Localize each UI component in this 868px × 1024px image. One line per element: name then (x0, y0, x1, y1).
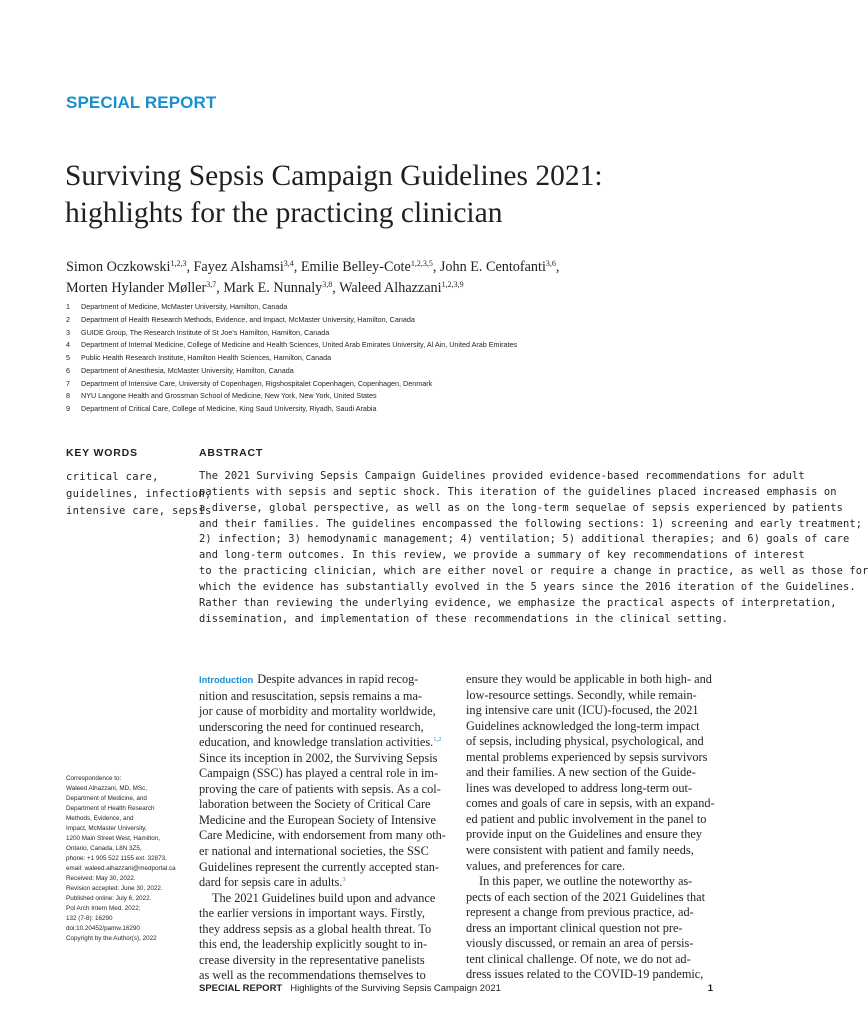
body-line: pects of each section of the 2021 Guidelines that (466, 889, 706, 904)
author-name: , Emilie Belley-Cote (293, 259, 411, 275)
correspondence-line: Copyright by the Author(s), 2022 (66, 935, 157, 942)
body-line (199, 672, 445, 689)
article-title (65, 158, 705, 232)
body-line: nition and resuscitation, sepsis remains a ma- (199, 688, 423, 703)
author-list (66, 257, 706, 299)
body-line: laboration between the Society of Critical Care (199, 797, 431, 812)
affiliation-number: 4 (66, 340, 70, 350)
title-line-1: Surviving Sepsis Campaign Guidelines 2021: (65, 160, 603, 192)
doi-link[interactable]: doi:10.20452/pamw.16290 (66, 925, 140, 932)
author-separator: , (555, 259, 560, 275)
body-line: of sepsis, including physical, psychological, and (466, 734, 704, 749)
body-line: lines was developed to address long-term out- (466, 780, 693, 795)
affiliation-item (66, 327, 706, 340)
abstract-text (199, 469, 868, 627)
affiliation-number: 7 (66, 378, 70, 388)
author-affil-ref: 3,4 (283, 259, 294, 268)
body-line: provide input on the Guidelines and ensure they (466, 827, 702, 842)
body-line (199, 735, 445, 751)
correspondence-line: Department of Health Research (66, 805, 155, 812)
keywords-heading: KEY WORDS (66, 447, 138, 459)
author-affil-ref: 3,8 (322, 280, 333, 289)
author-affil-ref: 1,2,3,9 (441, 280, 464, 289)
correspondence-line: phone: +1 905 522 1155 ext. 32873, (66, 855, 167, 862)
body-line: Care Medicine, with endorsement from many oth- (199, 828, 446, 843)
body-line: crease diversity in the representative panelists (199, 952, 425, 967)
body-line: were consistent with patient and family needs, (466, 843, 694, 858)
body-line: proving the care of patients with sepsis. As a col- (199, 781, 441, 796)
affiliation-item (66, 403, 706, 416)
body-column-left (199, 672, 445, 984)
keyword-line: critical care, (66, 471, 159, 483)
abstract-line: Rather than reviewing the underlying evidence, we emphasize the practical aspects of interpretation, (199, 596, 837, 609)
body-line: Campaign (SSC) has played a central role in im- (199, 766, 439, 781)
author-name: , John E. Centofanti (432, 259, 546, 275)
affiliation-text: NYU Langone Health and Grossman School of Medicine, New York, New York, United States (81, 391, 377, 401)
body-line: values, and preferences for care. (466, 858, 626, 873)
reference-link[interactable]: 3 (342, 876, 346, 884)
affiliation-text: Public Health Research Institute, Hamilton Health Sciences, Hamilton, Canada (81, 353, 332, 362)
abstract-line: which the evidence has substantially evolved in the 5 years since the 2016 iteration of the Guidelines. (199, 580, 856, 593)
affiliation-number: 3 (66, 327, 70, 337)
body-line: they address sepsis as a global health threat. To (199, 921, 432, 936)
reference-link[interactable]: 1,2 (433, 736, 442, 744)
body-line: dress an important clinical question not pre- (466, 920, 683, 935)
body-text: dard for sepsis care in adults. (199, 875, 343, 890)
affiliation-item (66, 314, 706, 327)
author-affil-ref: 1,2,3 (170, 259, 187, 268)
correspondence-line: 1200 Main Street West, Hamilton, (66, 835, 161, 842)
body-line: this end, the leadership explicitly sought to in- (199, 937, 428, 952)
author-affil-ref: 1,2,3,5 (410, 259, 433, 268)
abstract-line: 2) infection; 3) hemodynamic management; 4) ventilation; 5) additional therapies; and 6) goals of care (199, 533, 850, 546)
body-line: the earlier versions in important ways. Firstly, (199, 906, 425, 921)
abstract-heading: ABSTRACT (199, 447, 264, 459)
correspondence-block (66, 774, 192, 944)
body-line: low-resource settings. Secondly, while remain- (466, 687, 697, 702)
body-line: Medicine and the European Society of Intensive (199, 812, 436, 827)
author-name: , Waleed Alhazzani (332, 280, 442, 296)
author-line-2 (66, 278, 706, 299)
correspondence-line: Correspondence to: (66, 775, 122, 782)
affiliation-text: Department of Intensive Care, University of Copenhagen, Rigshospitalet Copenhagen, Copenhagen, Denmark (81, 378, 433, 388)
correspondence-line: Waleed Alhazzani, MD, MSc, (66, 785, 147, 792)
abstract-line: The 2021 Surviving Sepsis Campaign Guidelines provided evidence-based recommendations for adult (199, 470, 805, 482)
body-line: as well as the recommendations themselves to (199, 968, 426, 983)
affiliation-number: 2 (66, 314, 70, 324)
author-affil-ref: 3,7 (206, 280, 217, 289)
body-line: ensure they would be applicable in both high- and (466, 672, 712, 686)
affiliation-text: Department of Medicine, McMaster University, Hamilton, Canada (81, 302, 288, 311)
affiliation-text: Department of Anesthesia, McMaster University, Hamilton, Canada (81, 365, 294, 375)
correspondence-line: Published online: July 6, 2022. (66, 895, 152, 902)
affiliation-item (66, 339, 706, 352)
correspondence-line: Ontario, Canada, L8N 3Z5, (66, 845, 142, 852)
affiliation-list (66, 301, 706, 416)
affiliation-item (66, 301, 706, 314)
body-line: Guidelines acknowledged the long-term impact (466, 718, 700, 733)
page-footer (199, 983, 713, 994)
body-text: Despite advances in rapid recog- (257, 672, 419, 686)
abstract-line: and long-term outcomes. In this review, we provide a summary of key recommendations of interest (199, 549, 805, 562)
keyword-line: guidelines, infection, (66, 488, 212, 500)
affiliation-item (66, 352, 706, 365)
correspondence-line: Received: May 30, 2022. (66, 875, 136, 882)
body-line (199, 875, 445, 891)
footer-section-label: SPECIAL REPORT (199, 983, 283, 994)
affiliation-text: Department of Internal Medicine, College of Medicine and Health Sciences, United Arab Emirates University, Al Ain, United Arab Emirates (81, 340, 518, 350)
body-column-right (466, 672, 715, 983)
body-line: and their families. A new section of the Guide- (466, 765, 696, 780)
affiliation-text: Department of Health Research Methods, Evidence, and Impact, McMaster University, Hamilton, Canada (81, 314, 415, 324)
affiliation-item (66, 378, 706, 391)
title-line-2: highlights for the practicing clinician (65, 197, 503, 229)
abstract-line: to the practicing clinician, which are either novel or require a change in practice, as well as those for (199, 565, 868, 578)
correspondence-line: 132 (7-8): 16290 (66, 915, 113, 922)
body-line: Guidelines represent the currently accepted stan- (199, 859, 440, 874)
abstract-line: dissemination, and implementation of these recommendations in the clinical setting. (199, 612, 729, 625)
author-name: , Fayez Alshamsi (186, 259, 284, 275)
correspondence-line: Revision accepted: June 30, 2022. (66, 885, 163, 892)
body-line: Since its inception in 2002, the Surviving Sepsis (199, 750, 438, 765)
affiliation-text: Department of Critical Care, College of Medicine, King Saud University, Riyadh, Saudi Arabia (81, 404, 377, 413)
author-line-1 (66, 257, 706, 278)
body-line: jor cause of morbidity and mortality worldwide, (199, 704, 436, 719)
body-line: underscoring the need for continued research, (199, 719, 424, 734)
body-line: ed patient and public involvement in the panel to (466, 811, 707, 826)
correspondence-line: Impact, McMaster University, (66, 825, 147, 832)
author-name: , Mark E. Nunnaly (216, 280, 323, 296)
affiliation-item (66, 390, 706, 403)
page-number: 1 (707, 983, 713, 994)
body-line: represent a change from previous practice, ad- (466, 905, 694, 920)
affiliation-number: 5 (66, 353, 70, 362)
body-line: dress issues related to the COVID-19 pandemic, (466, 967, 704, 982)
body-line: tent clinical challenge. Of note, we do not ad- (466, 951, 691, 966)
abstract-line: patients with sepsis and septic shock. This iteration of the guidelines placed increased emphasis on (199, 485, 837, 498)
author-affil-ref: 3,6 (545, 259, 556, 268)
footer-running-title: Highlights of the Surviving Sepsis Campaign 2021 (290, 983, 501, 994)
author-name: Simon Oczkowski (66, 259, 171, 275)
keyword-line: intensive care, sepsis (66, 505, 212, 517)
body-line: viously discussed, or remain an area of persis- (466, 936, 694, 951)
affiliation-item (66, 365, 706, 378)
correspondence-line: Methods, Evidence, and (66, 815, 134, 822)
body-text: education, and knowledge translation activities. (199, 735, 434, 750)
body-line: er national and international societies, the SSC (199, 844, 429, 859)
affiliation-number: 8 (66, 391, 70, 401)
introduction-label: Introduction (199, 675, 254, 685)
correspondence-line: Pol Arch Intern Med. 2022; (66, 905, 141, 912)
body-line: ing intensive care unit (ICU)-focused, the 2021 (466, 703, 699, 718)
keywords-list (66, 469, 212, 520)
correspondence-email[interactable]: email: waleed.alhazzani@medportal.ca (66, 865, 176, 872)
abstract-line: a diverse, global perspective, as well as on the long-term sequelae of sepsis experienced by patients (199, 501, 843, 514)
body-line: The 2021 Guidelines build upon and advance (212, 890, 436, 905)
affiliation-text: GUIDE Group, The Research Institute of St Joe’s Hamilton, Hamilton, Canada (81, 327, 330, 337)
body-line: comes and goals of care in sepsis, with an expand- (466, 796, 715, 811)
body-line: In this paper, we outline the noteworthy as- (479, 874, 693, 889)
body-line: mental problems experienced by sepsis survivors (466, 749, 708, 764)
affiliation-number: 1 (66, 302, 70, 311)
affiliation-number: 6 (66, 365, 70, 375)
affiliation-number: 9 (66, 404, 70, 413)
correspondence-line: Department of Medicine, and (66, 795, 147, 802)
section-label: SPECIAL REPORT (66, 93, 217, 112)
abstract-line: and their families. The guidelines encompassed the following sections: 1) screening and early treatment; (199, 517, 863, 530)
author-name: Morten Hylander Møller (66, 280, 207, 296)
